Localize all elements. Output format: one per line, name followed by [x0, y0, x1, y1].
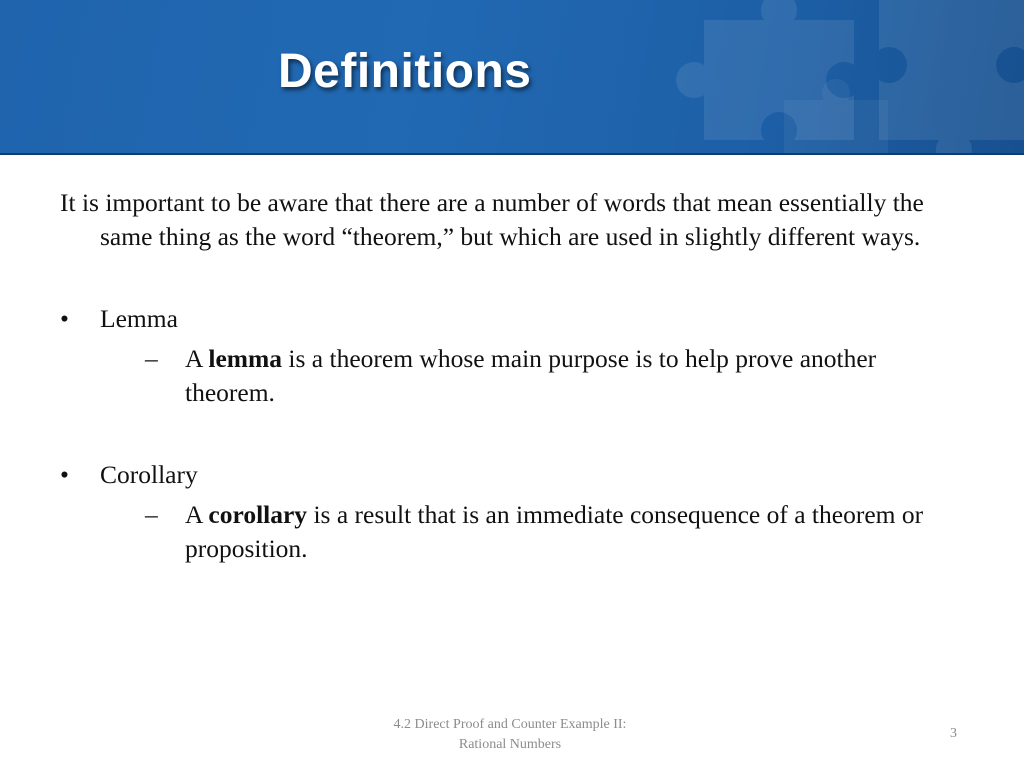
dash-marker: –: [145, 344, 158, 373]
dash-marker: –: [145, 500, 158, 529]
defined-term: lemma: [208, 344, 283, 373]
definition-text: is a theorem whose main purpose is to help prove another theorem.: [185, 344, 877, 407]
slide-body: [60, 186, 960, 566]
definition-prefix: A: [185, 500, 209, 529]
sub-item-corollary-definition: [145, 498, 960, 566]
definition-prefix: A: [185, 344, 209, 373]
page-number: 3: [950, 726, 957, 741]
bullet-label: Corollary: [100, 460, 198, 489]
bullet-marker: •: [60, 304, 69, 333]
intro-paragraph: It is important to be aware that there are a number of words that mean essentially the same thing as the word “theorem,” but which are used in slightly different ways.: [60, 188, 924, 251]
slide-footer: [340, 715, 680, 755]
defined-term: corollary: [208, 500, 308, 529]
bullet-label: Lemma: [100, 304, 178, 333]
bullet-item-lemma: [60, 302, 960, 410]
sub-item-lemma-definition: [145, 342, 960, 410]
title-banner: [0, 0, 1024, 155]
footer-line-2: Rational Numbers: [458, 737, 562, 752]
bullet-item-corollary: [60, 458, 960, 566]
puzzle-pieces-icon: [664, 0, 1024, 153]
definition-text: is a result that is an immediate consequence of a theorem or proposition.: [185, 500, 924, 563]
slide-title: Definitions: [278, 45, 532, 98]
footer-line-1: 4.2 Direct Proof and Counter Example II:: [393, 717, 627, 732]
bullet-marker: •: [60, 460, 69, 489]
